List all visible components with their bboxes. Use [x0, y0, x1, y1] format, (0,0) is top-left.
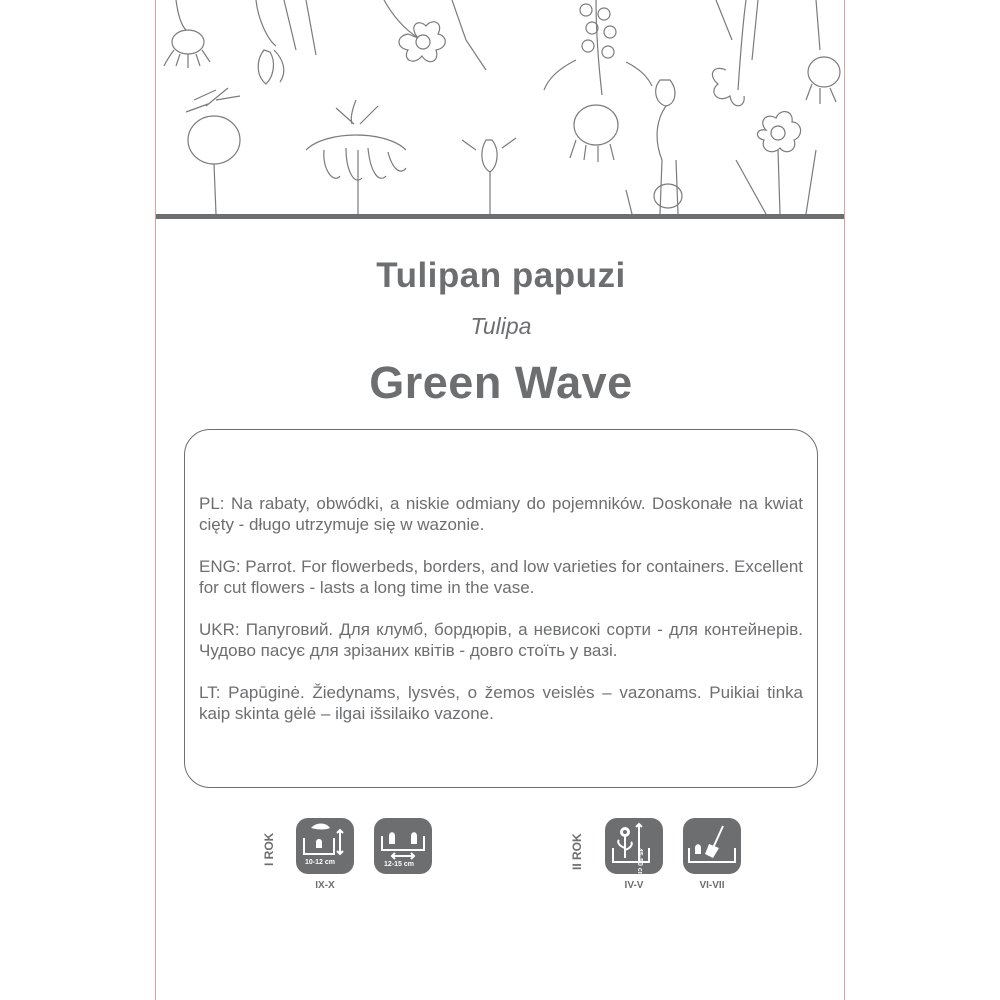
planting-months: IX-X: [315, 880, 335, 891]
flower-height-icon: [605, 818, 663, 878]
cultivar-name: Green Wave: [369, 357, 633, 408]
lift-months: VI-VII: [699, 880, 725, 891]
description-eng: ENG: Parrot. For flowerbeds, borders, and low varieties for containers. Excellent for cut flowers - lasts a long time in the vase.: [199, 557, 803, 597]
description-lt: LT: Papūginė. Žiedynams, lysvės, o žemos veislės – vazonams. Puikiai tinka kaip skinta gėlė – ilgai išsilaiko vazone.: [199, 683, 803, 723]
spacing-text: 12-15 cm: [384, 861, 414, 868]
botanical-illustration: [156, 0, 845, 214]
year2-label: II ROK: [570, 833, 584, 870]
planting-depth-text: 10-12 cm: [305, 859, 335, 866]
description-pl: PL: Na rabaty, obwódki, a niskie odmiany do pojemników. Doskonałe na kwiat cięty - długo utrzymuje się w wazonie.: [199, 494, 803, 534]
seed-packet-card: [155, 0, 845, 1000]
year1-label: I ROK: [262, 832, 276, 866]
header-divider: [156, 214, 845, 219]
spacing-icon: [374, 818, 432, 874]
description-ukr: UKR: Папуговий. Для клумб, бордюрів, а невисокі сорти - для контейнерів. Чудово пасує для зрізаних квітів - довго стоїть у вазі.: [199, 620, 803, 660]
latin-name: Tulipa: [470, 313, 532, 339]
flower-height-text: 45-50 cm: [636, 848, 643, 878]
shovel-lift-icon: [683, 818, 741, 874]
description-box: [184, 429, 818, 788]
planting-depth-icon: [296, 818, 354, 874]
bloom-months: IV-V: [624, 880, 644, 891]
common-name: Tulipan papuzi: [376, 256, 626, 295]
